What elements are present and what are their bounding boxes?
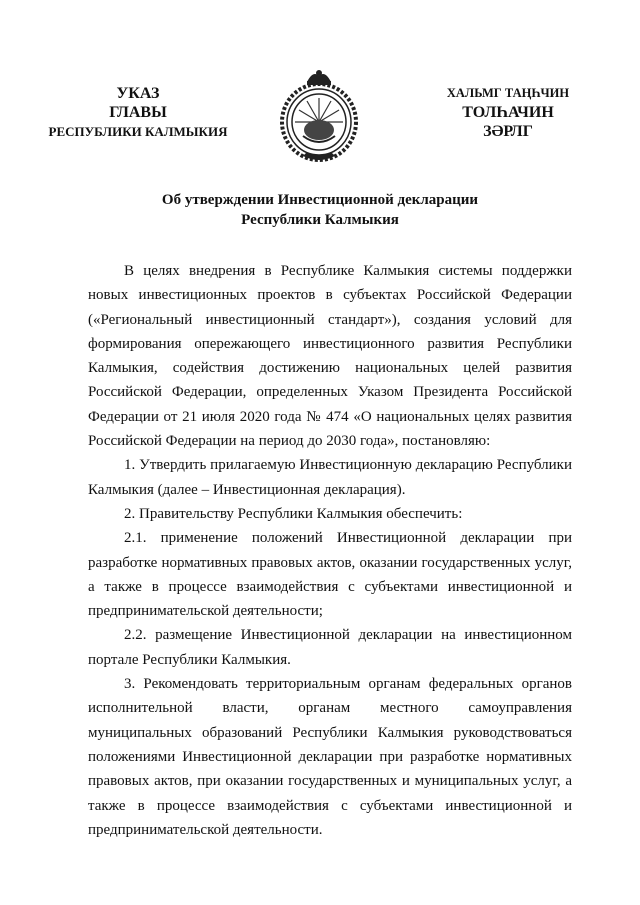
issuer-block-russian: [28, 84, 248, 141]
clause-2-1-paragraph: 2.1. применение положений Инвестиционной декларации при разработке нормативных правовых актов, оказании государственных услуг, а также в процессе взаимодействия с субъектами инвестиционной и предпринимательской деятельности;: [88, 530, 572, 620]
clause-3-paragraph: 3. Рекомендовать территориальным органам федеральных органов исполнительной власти, органам местного самоуправления муниципальных образований Республики Калмыкия руководствоваться положениями Инвестиционной декларации при разработке нормативных правовых актов, при оказании государственных и муниципальных услуг, а также в процессе взаимодействия с субъектами инвестиционной и предпринимательской деятельности.: [88, 676, 572, 838]
document-body: [88, 259, 572, 842]
republic-label: РЕСПУБЛИКИ КАЛМЫКИЯ: [48, 124, 228, 139]
coat-of-arms-icon: [273, 66, 365, 166]
title-line-1: Об утверждении Инвестиционной декларации: [161, 192, 479, 208]
document-title: [0, 190, 640, 230]
decree-label: УКАЗ: [116, 85, 160, 102]
preamble-paragraph: В целях внедрения в Республике Калмыкия системы поддержки новых инвестиционных проектов в субъектах Российской Федерации («Региональный инвестиционный стандарт»), создания условий для формирования опережающего инвестиционного развития Республики Калмыкия, содействия достижению национальных целей развития Российской Федерации, определенных Указом Президента Российской Федерации от 21 июля 2020 года № 474 «О национальных целях развития Российской Федерации на период до 2030 года», постановляю:: [88, 263, 572, 450]
clause-1-paragraph: 1. Утвердить прилагаемую Инвестиционную декларацию Республики Калмыкия (далее – Инвестиционная декларация).: [88, 457, 572, 498]
clause-2-2-paragraph: 2.2. размещение Инвестиционной декларации на инвестиционном портале Республики Калмыкия.: [88, 627, 572, 668]
issuer-block-kalmyk: [408, 84, 608, 141]
head-label: ГЛАВЫ: [109, 104, 167, 121]
kalmyk-republic-label: ХАЛЬМГ ТАҢҺЧИН: [446, 86, 570, 100]
kalmyk-decree-label: ЗӘРЛГ: [483, 123, 533, 140]
kalmyk-head-label: ТОЛҺАЧИН: [462, 104, 554, 121]
clause-2-paragraph: 2. Правительству Республики Калмыкия обеспечить:: [124, 505, 463, 522]
title-line-2: Республики Калмыкия: [241, 212, 399, 228]
